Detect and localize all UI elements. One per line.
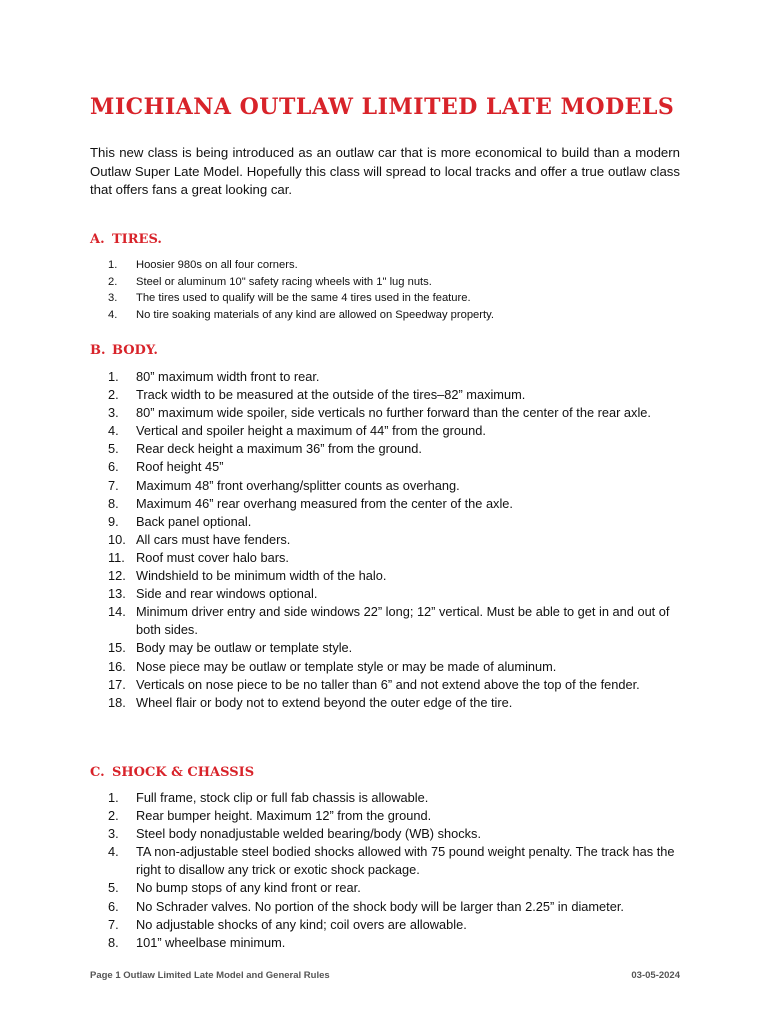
list-item [90, 531, 690, 549]
list-item [90, 567, 690, 585]
item-number: 4. [108, 308, 118, 321]
item-number: 11. [108, 549, 125, 565]
item-number: 9. [108, 513, 119, 529]
list-item [90, 549, 690, 567]
list-item [90, 440, 690, 458]
section-letter: A. [90, 232, 105, 247]
item-text: No Schrader valves. No portion of the shock body will be larger than 2.25” in diameter. [136, 898, 624, 914]
item-number: 6. [108, 459, 119, 475]
item-text: No adjustable shocks of any kind; coil overs are allowable. [136, 916, 467, 932]
list-item [90, 477, 690, 495]
item-number: 15. [108, 640, 126, 656]
item-number: 6. [108, 898, 119, 914]
item-number: 1. [108, 369, 119, 384]
item-text: The tires used to qualify will be the same 4 tires used in the feature. [136, 292, 471, 304]
item-text: 80” maximum wide spoiler, side verticals no further forward than the center of the rear axle. [136, 405, 651, 421]
item-text: 101” wheelbase minimum. [136, 934, 286, 950]
list-item [90, 843, 690, 879]
item-number: 5. [108, 880, 119, 896]
item-text: Verticals on nose piece to be no taller than 6” and not extend above the top of the fender. [136, 676, 640, 692]
section-heading-shock-chassis [90, 765, 254, 780]
list-item [90, 825, 690, 843]
item-number: 13. [108, 586, 126, 602]
body-list [90, 368, 690, 712]
document-title: MICHIANA OUTLAW LIMITED LATE MODELS [90, 94, 675, 120]
item-number: 1. [108, 790, 119, 805]
section-title: BODY. [112, 343, 158, 358]
list-item [90, 603, 690, 639]
item-number: 3. [108, 826, 119, 842]
item-text: 80” maximum width front to rear. [136, 369, 320, 384]
list-item [90, 658, 690, 676]
item-text: Rear bumper height. Maximum 12” from the ground. [136, 808, 432, 824]
section-letter: B. [90, 343, 106, 358]
item-number: 1. [108, 259, 118, 271]
item-text: Wheel flair or body not to extend beyond the outer edge of the tire. [136, 694, 513, 710]
item-text: Nose piece may be outlaw or template style or may be made of aluminum. [136, 658, 557, 674]
list-item [90, 458, 690, 476]
list-item [90, 307, 690, 324]
item-text: Side and rear windows optional. [136, 586, 318, 602]
list-item [90, 585, 690, 603]
footer-page-label: Page 1 Outlaw Limited Late Model and General Rules [90, 970, 330, 981]
item-text: No bump stops of any kind front or rear. [136, 880, 361, 896]
item-number: 14. [108, 604, 126, 620]
item-text: Roof must cover halo bars. [136, 549, 289, 565]
item-number: 8. [108, 495, 119, 511]
list-item [90, 404, 690, 422]
list-item [90, 694, 690, 712]
item-text: Steel or aluminum 10" safety racing wheels with 1" lug nuts. [136, 275, 432, 288]
list-item [90, 386, 690, 404]
item-text: Back panel optional. [136, 513, 252, 529]
item-text: Steel body nonadjustable welded bearing/body (WB) shocks. [136, 826, 482, 842]
item-text: No tire soaking materials of any kind are allowed on Speedway property. [136, 308, 494, 321]
item-text: Roof height 45” [136, 459, 224, 475]
list-item [90, 257, 690, 274]
list-item [90, 422, 690, 440]
footer-date: 03-05-2024 [631, 970, 680, 981]
section-title: SHOCK & CHASSIS [112, 765, 255, 780]
item-number: 3. [108, 405, 119, 421]
item-number: 4. [108, 423, 119, 439]
list-item [90, 879, 690, 897]
item-text: Track width to be measured at the outside of the tires–82” maximum. [136, 387, 526, 403]
section-heading-tires [90, 232, 162, 247]
list-item [90, 898, 690, 916]
item-number: 12. [108, 568, 126, 584]
list-item [90, 513, 690, 531]
item-number: 7. [108, 916, 119, 932]
list-item [90, 676, 690, 694]
list-item [90, 274, 690, 291]
section-letter: C. [90, 765, 105, 780]
item-number: 2. [108, 808, 119, 824]
item-number: 16. [108, 658, 126, 674]
list-item [90, 807, 690, 825]
item-number: 18. [108, 694, 126, 710]
list-item [90, 789, 690, 807]
section-title: TIRES. [112, 232, 162, 247]
item-text: Rear deck height a maximum 36” from the ground. [136, 441, 422, 457]
intro-paragraph: This new class is being introduced as an outlaw car that is more economical to build than a modern Outlaw Super Late Model. Hopefully this class will spread to local tracks and offer a true outlaw class that offers fans a great looking car. [90, 145, 680, 197]
item-text: Vertical and spoiler height a maximum of 44” from the ground. [136, 423, 486, 439]
item-number: 8. [108, 934, 119, 950]
item-number: 5. [108, 441, 119, 457]
item-number: 2. [108, 275, 118, 288]
list-item [90, 639, 690, 657]
item-text: All cars must have fenders. [136, 531, 291, 547]
list-item [90, 916, 690, 934]
item-text: Maximum 46” rear overhang measured from the center of the axle. [136, 495, 513, 511]
item-text: Hoosier 980s on all four corners. [136, 259, 298, 271]
item-number: 2. [108, 387, 119, 403]
item-number: 4. [108, 844, 119, 860]
list-item [90, 368, 690, 386]
item-text: Windshield to be minimum width of the halo. [136, 568, 387, 584]
list-item [90, 290, 690, 307]
item-text: Minimum driver entry and side windows 22” long; 12” vertical. Must be able to get in and out of both sides. [136, 604, 670, 638]
tires-list [90, 257, 690, 323]
item-number: 7. [108, 477, 119, 493]
section-heading-body [90, 343, 158, 358]
shock-chassis-list [90, 789, 690, 952]
list-item [90, 934, 690, 952]
item-text: Full frame, stock clip or full fab chassis is allowable. [136, 790, 429, 805]
item-number: 10. [108, 531, 126, 547]
item-number: 3. [108, 292, 118, 304]
item-text: Body may be outlaw or template style. [136, 640, 353, 656]
item-text: TA non-adjustable steel bodied shocks allowed with 75 pound weight penalty. The track has the right to disallow any trick or exotic shock package. [136, 844, 675, 878]
list-item [90, 495, 690, 513]
item-text: Maximum 48” front overhang/splitter counts as overhang. [136, 477, 460, 493]
item-number: 17. [108, 676, 126, 692]
